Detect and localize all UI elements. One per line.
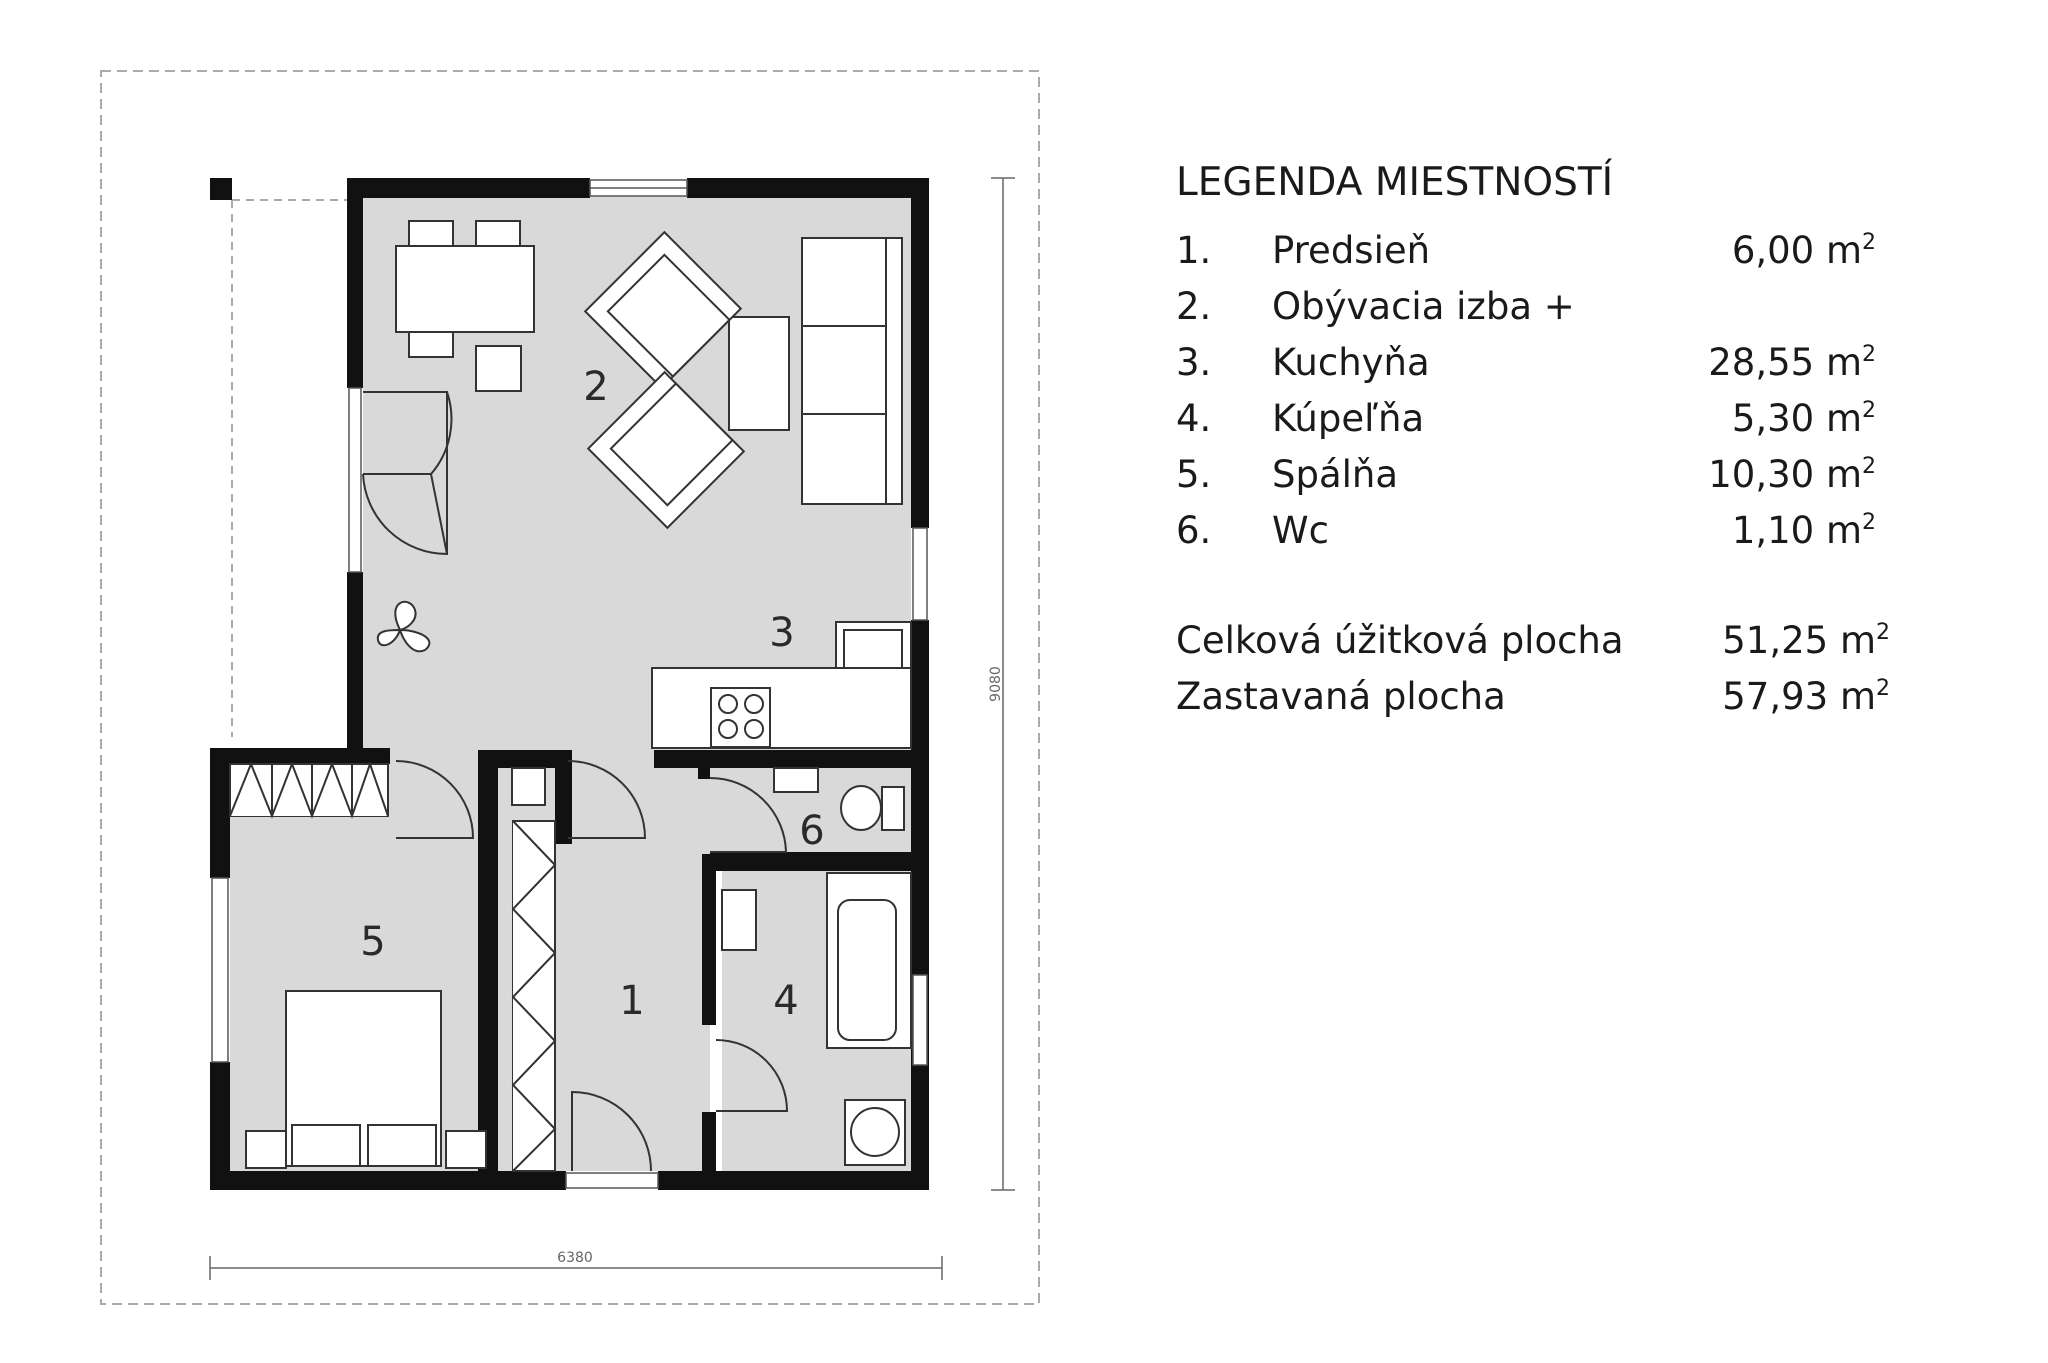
legend-area: 5,30 $m^2$ xyxy=(1731,397,1876,440)
room-number-1: 1 xyxy=(619,978,645,1024)
window-right-bath xyxy=(913,975,927,1065)
total-row xyxy=(1176,675,1890,731)
legend-room-name: Wc xyxy=(1272,509,1329,552)
dimension-height: 9080 xyxy=(988,666,1004,702)
legend-area: 28,55 $m^2$ xyxy=(1708,341,1876,384)
legend-room-name: Obývacia izba + xyxy=(1272,285,1575,328)
dining-table xyxy=(396,246,534,332)
coffee-table xyxy=(729,317,789,430)
dining-chair xyxy=(409,221,453,246)
legend-row xyxy=(1176,229,1876,285)
total-row xyxy=(1176,619,1890,675)
legend-number: 1. xyxy=(1176,229,1212,272)
total-label: Zastavaná plocha xyxy=(1176,675,1506,718)
legend-room-name: Kúpeľňa xyxy=(1272,397,1425,440)
legend-room-name: Spálňa xyxy=(1272,453,1399,496)
room-number-5: 5 xyxy=(360,919,386,965)
legend-row xyxy=(1176,285,1876,341)
legend-number: 3. xyxy=(1176,341,1212,384)
nightstand xyxy=(246,1131,286,1168)
legend-row xyxy=(1176,509,1876,565)
legend-number: 4. xyxy=(1176,397,1212,440)
total-area: 51,25 $m^2$ xyxy=(1722,619,1890,662)
legend-room-name: Kuchyňa xyxy=(1272,341,1430,384)
legend-row xyxy=(1176,341,1876,397)
dimension-width: 6380 xyxy=(557,1250,593,1266)
legend-number: 2. xyxy=(1176,285,1212,328)
stove xyxy=(711,688,770,747)
legend-row xyxy=(1176,397,1876,453)
toilet-sink xyxy=(774,768,818,792)
window-entrance xyxy=(566,1173,658,1188)
window-right-kitchen xyxy=(913,528,927,620)
legend-title: LEGENDA MIESTNOSTÍ xyxy=(1176,160,1614,205)
room-number-6: 6 xyxy=(799,808,825,854)
legend-rows xyxy=(1176,229,1876,565)
dining-chair xyxy=(409,332,453,357)
shaft xyxy=(512,768,545,805)
room-number-4: 4 xyxy=(773,978,799,1024)
dining-chair xyxy=(476,221,520,246)
nightstand xyxy=(446,1131,486,1168)
legend-totals xyxy=(1176,619,1996,731)
window-left-living xyxy=(349,388,361,572)
room-number-2: 2 xyxy=(583,364,609,410)
total-label: Celková úžitková plocha xyxy=(1176,619,1624,662)
room-number-3: 3 xyxy=(769,610,795,656)
legend-number: 5. xyxy=(1176,453,1212,496)
dining-chair xyxy=(476,346,521,391)
legend-room-name: Predsieň xyxy=(1272,229,1431,272)
terrace-outline xyxy=(232,200,350,737)
room-legend xyxy=(1176,160,1996,731)
toilet xyxy=(841,786,881,830)
legend-area: 10,30 $m^2$ xyxy=(1708,453,1876,496)
legend-number: 6. xyxy=(1176,509,1212,552)
kitchen-counter xyxy=(652,668,911,748)
window-left-bedroom xyxy=(212,878,228,1062)
legend-area: 1,10 $m^2$ xyxy=(1731,509,1876,552)
legend-area: 6,00 $m^2$ xyxy=(1731,229,1876,272)
bath-sink xyxy=(722,890,756,950)
legend-row xyxy=(1176,453,1876,509)
total-area: 57,93 $m^2$ xyxy=(1722,675,1890,718)
